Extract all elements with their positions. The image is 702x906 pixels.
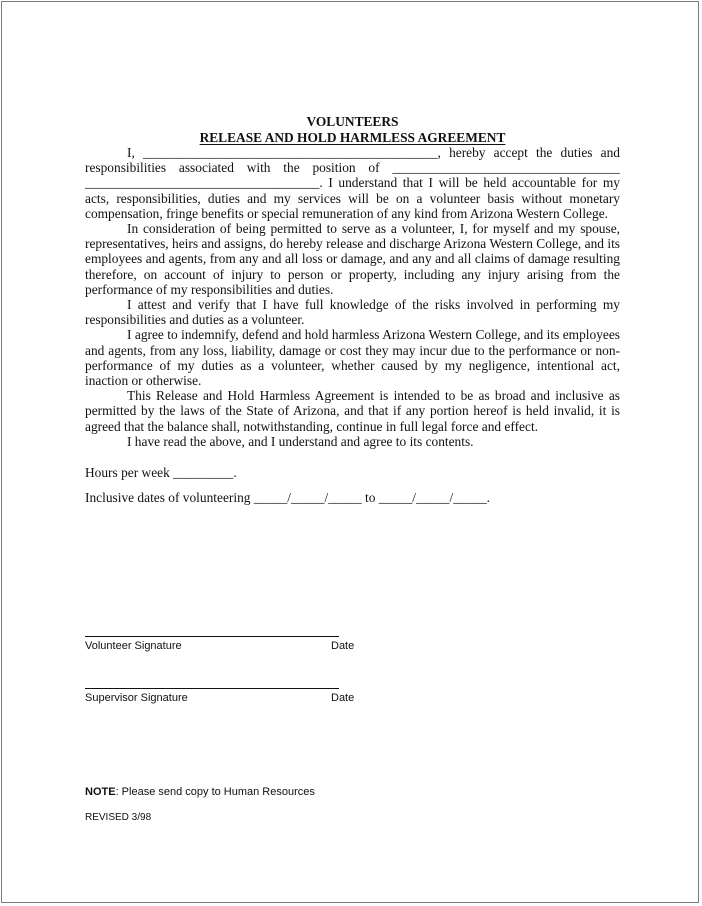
document-title: VOLUNTEERS — [306, 114, 399, 129]
attestation-paragraph: I attest and verify that I have full knowledge of the risks involved in performing my responsibilities and duties as a volunteer. — [85, 297, 620, 328]
hours-per-week-field: Hours per week _________. — [85, 465, 237, 481]
revision-stamp: REVISED 3/98 — [85, 812, 152, 823]
supervisor-signature-label: Supervisor Signature — [85, 692, 188, 704]
release-paragraph: In consideration of being permitted to serve as a volunteer, I, for myself and my spouse, representatives, heirs and assigns, do hereby release and discharge Arizona Western College, and its employees and agents, from any and all loss or damage, and any and all claims of damage resulting therefore, on account of injury to person or property, including any injury arising from the performance of my responsibilities and duties. — [85, 221, 620, 297]
scope-paragraph: This Release and Hold Harmless Agreement is intended to be as broad and inclusive as permitted by the laws of the State of Arizona, and that if any portion hereof is held invalid, it is agreed that the balance shall, notwithstanding, continue in full legal force and effect. — [85, 388, 620, 434]
document-subtitle — [85, 130, 620, 146]
volunteer-signature-line — [85, 636, 339, 637]
supervisor-date-label: Date — [331, 692, 355, 704]
volunteering-dates-field: Inclusive dates of volunteering _____/_____/_____ to _____/_____/_____. — [85, 490, 491, 506]
note-line — [85, 786, 315, 798]
volunteer-signature-label: Volunteer Signature — [85, 640, 182, 652]
supervisor-signature-block — [85, 688, 355, 706]
volunteer-date-label: Date — [331, 640, 355, 652]
agreement-body — [85, 114, 620, 505]
document-subtitle-text: RELEASE AND HOLD HARMLESS AGREEMENT — [199, 129, 506, 145]
acceptance-paragraph: I, ____________________________________________, hereby accept the duties and responsibilities associated with the position of __________________________________ ___________________________________. I understand that I will be held accountable for my acts, responsibilities, duties and my services will be on a volunteer basis without monetary compensation, fringe benefits or special remuneration of any kind from Arizona Western College. — [85, 145, 620, 221]
acknowledgement-paragraph: I have read the above, and I understand and agree to its contents. — [127, 433, 474, 449]
supervisor-signature-line — [85, 688, 339, 689]
note-label: NOTE — [85, 786, 116, 798]
note-text: : Please send copy to Human Resources — [115, 786, 315, 798]
indemnify-paragraph: I agree to indemnify, defend and hold harmless Arizona Western College, and its employees and agents, from any loss, liability, damage or cost they may incur due to the performance or non-performance of my duties as a volunteer, whether caused by my negligence, intentional act, inaction or otherwise. — [85, 327, 620, 389]
volunteer-signature-block — [85, 636, 355, 654]
